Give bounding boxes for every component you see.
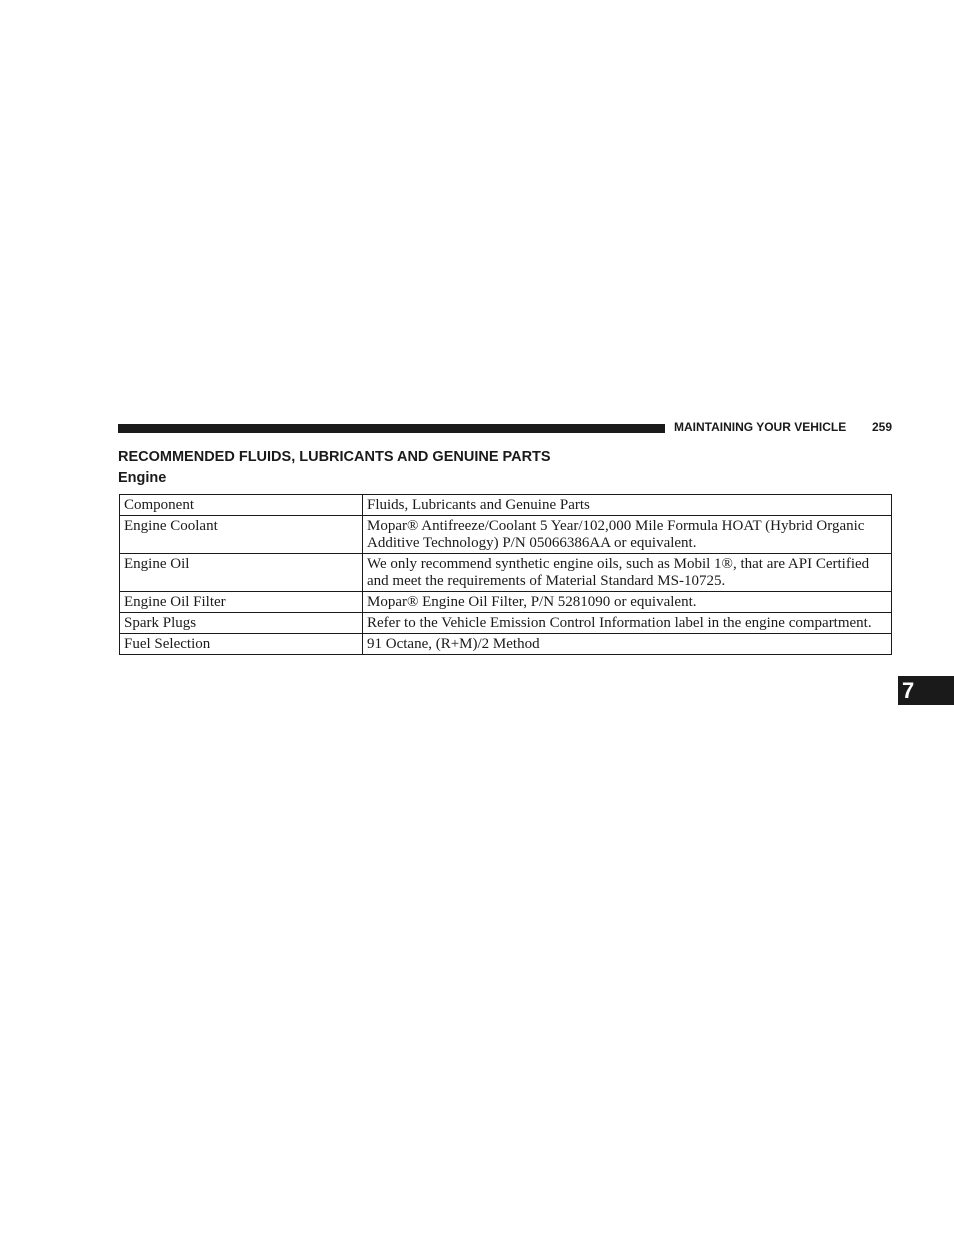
component-cell: Engine Coolant	[120, 516, 363, 554]
fluid-cell: Mopar® Antifreeze/Coolant 5 Year/102,000 Mile Formula HOAT (Hybrid Organic Additive Technology) P/N 05066386AA or equivalent.	[363, 516, 892, 554]
header-section-title: MAINTAINING YOUR VEHICLE	[674, 420, 847, 434]
table-row	[120, 592, 892, 613]
chapter-tab: 7	[898, 676, 954, 705]
header-rule	[118, 424, 665, 433]
section-title: RECOMMENDED FLUIDS, LUBRICANTS AND GENUINE PARTS	[118, 449, 551, 465]
header-cell-fluids: Fluids, Lubricants and Genuine Parts	[363, 495, 892, 516]
table-row	[120, 634, 892, 655]
component-cell: Fuel Selection	[120, 634, 363, 655]
page-number: 259	[871, 420, 892, 434]
subsection-title: Engine	[118, 470, 167, 486]
fluid-cell: We only recommend synthetic engine oils, such as Mobil 1®, that are API Certified and meet the requirements of Material Standard MS-10725.	[363, 554, 892, 592]
table-header-row	[120, 495, 892, 516]
fluid-cell: 91 Octane, (R+M)/2 Method	[363, 634, 892, 655]
table-row	[120, 554, 892, 592]
fluid-cell: Refer to the Vehicle Emission Control Information label in the engine compartment.	[363, 613, 892, 634]
component-cell: Engine Oil	[120, 554, 363, 592]
fluids-table	[119, 494, 892, 655]
running-header	[674, 420, 892, 434]
component-cell: Engine Oil Filter	[120, 592, 363, 613]
table-row	[120, 613, 892, 634]
table-row	[120, 516, 892, 554]
fluid-cell: Mopar® Engine Oil Filter, P/N 5281090 or equivalent.	[363, 592, 892, 613]
component-cell: Spark Plugs	[120, 613, 363, 634]
header-cell-component: Component	[120, 495, 363, 516]
